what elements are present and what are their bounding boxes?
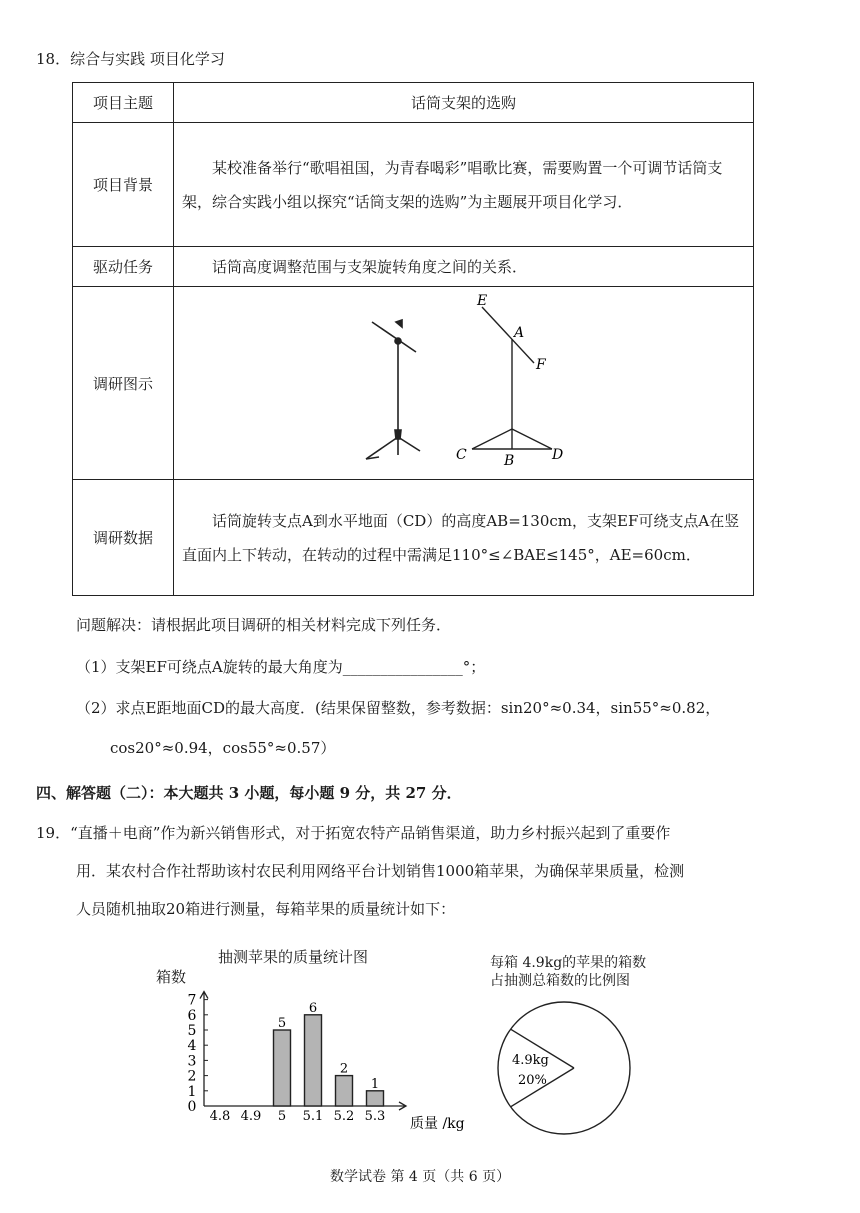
pie-chart-title-line2: 占抽测总箱数的比例图 (490, 973, 630, 989)
figure-key: 调研图示 (73, 287, 174, 480)
pie-slice-label: 4.9kg (512, 1053, 549, 1068)
geometry-diagram (472, 307, 552, 449)
bar (336, 1076, 353, 1106)
q19-line2: 用．某农村合作社帮助该村农民利用网络平台计划销售1000箱苹果，为确保苹果质量，检测 (76, 862, 685, 880)
label-C: C (456, 447, 467, 463)
section-4-heading: 四、解答题（二）：本大题共 3 小题，每小题 9 分，共 27 分． (36, 784, 462, 802)
q18-intro: 问题解决：请根据此项目调研的相关材料完成下列任务． (76, 616, 452, 634)
pie-chart-title-line1: 每箱 4.9kg的苹果的箱数 (490, 955, 647, 971)
bar-chart-svg (150, 946, 480, 1136)
data-value: 话筒旋转支点A到水平地面（CD）的高度AB=130cm，支架EF可绕支点A在竖直面内上下转动，在转动的过程中需满足110°≤∠BAE≤145°，AE=60cm． (174, 480, 754, 596)
y-tick-label: 5 (187, 1023, 197, 1039)
q19-line1: 19．“直播＋电商”作为新兴销售形式，对于拓宽农特产品销售渠道，助力乡村振兴起到了重要作 (36, 824, 671, 842)
label-B: B (504, 453, 515, 469)
x-tick-label: 5.1 (302, 1109, 324, 1124)
pie-chart (482, 952, 662, 1152)
data-key: 调研数据 (73, 480, 174, 596)
q18-sub2-line2: cos20°≈0.94，cos55°≈0.57） (110, 739, 336, 757)
background-value: 某校准备举行“歌唱祖国，为青春喝彩”唱歌比赛，需要购置一个可调节话筒支架，综合实践小组以探究“话筒支架的选购”为主题展开项目化学习． (174, 123, 754, 247)
mic-stand-sketch (366, 320, 420, 459)
y-tick-label: 1 (187, 1083, 197, 1100)
q18-title: 18．综合与实践 项目化学习 (36, 50, 225, 68)
background-key: 项目背景 (73, 123, 174, 247)
bar (274, 1030, 291, 1106)
bar-data-label: 6 (308, 1000, 318, 1016)
y-tick-label: 2 (187, 1068, 197, 1085)
x-tick-label: 4.9 (240, 1109, 262, 1124)
label-E: E (477, 293, 488, 309)
x-tick-label: 4.8 (209, 1109, 231, 1124)
project-table (72, 82, 754, 596)
pie-slice-value: 20% (518, 1073, 547, 1088)
bar-data-label: 2 (339, 1061, 349, 1077)
page-footer: 数学试卷 第 4 页（共 6 页） (330, 1169, 511, 1185)
label-A: A (514, 325, 525, 341)
label-F: F (536, 357, 546, 373)
x-axis-label: 质量 /kg (410, 1116, 465, 1132)
y-tick-label: 7 (187, 992, 197, 1009)
q18-sub2-line1: （2）求点E距地面CD的最大高度．(结果保留整数，参考数据：sin20°≈0.34，sin55°≈0.82， (76, 699, 721, 717)
y-tick-label: 6 (187, 1007, 197, 1024)
label-D: D (552, 447, 564, 463)
mic-stand-figure (174, 287, 754, 475)
bar-data-label: 1 (370, 1076, 380, 1092)
bar (305, 1015, 322, 1106)
y-tick-label: 0 (187, 1099, 197, 1115)
task-key: 驱动任务 (73, 247, 174, 287)
bar-data-label: 5 (277, 1016, 287, 1031)
bar-chart (150, 946, 480, 1136)
figure-cell (174, 287, 754, 480)
pie-circle (498, 1002, 630, 1134)
x-tick-label: 5 (277, 1109, 287, 1124)
topic-value: 话筒支架的选购 (174, 83, 754, 123)
task-value: 话筒高度调整范围与支架旋转角度之间的关系． (174, 247, 754, 287)
y-tick-label: 4 (187, 1038, 197, 1055)
topic-key: 项目主题 (73, 83, 174, 123)
q19-line3: 人员随机抽取20箱进行测量，每箱苹果的质量统计如下： (76, 900, 456, 918)
q18-sub1: （1）支架EF可绕点A旋转的最大角度为________________°； (76, 658, 486, 676)
y-tick-label: 3 (187, 1053, 197, 1070)
x-tick-label: 5.2 (333, 1109, 355, 1124)
x-tick-label: 5.3 (364, 1109, 386, 1124)
bar-chart-ylabel: 箱数 (156, 968, 187, 986)
bar (367, 1091, 384, 1106)
bar-chart-title: 抽测苹果的质量统计图 (218, 948, 369, 966)
pie-chart-svg (482, 988, 662, 1152)
